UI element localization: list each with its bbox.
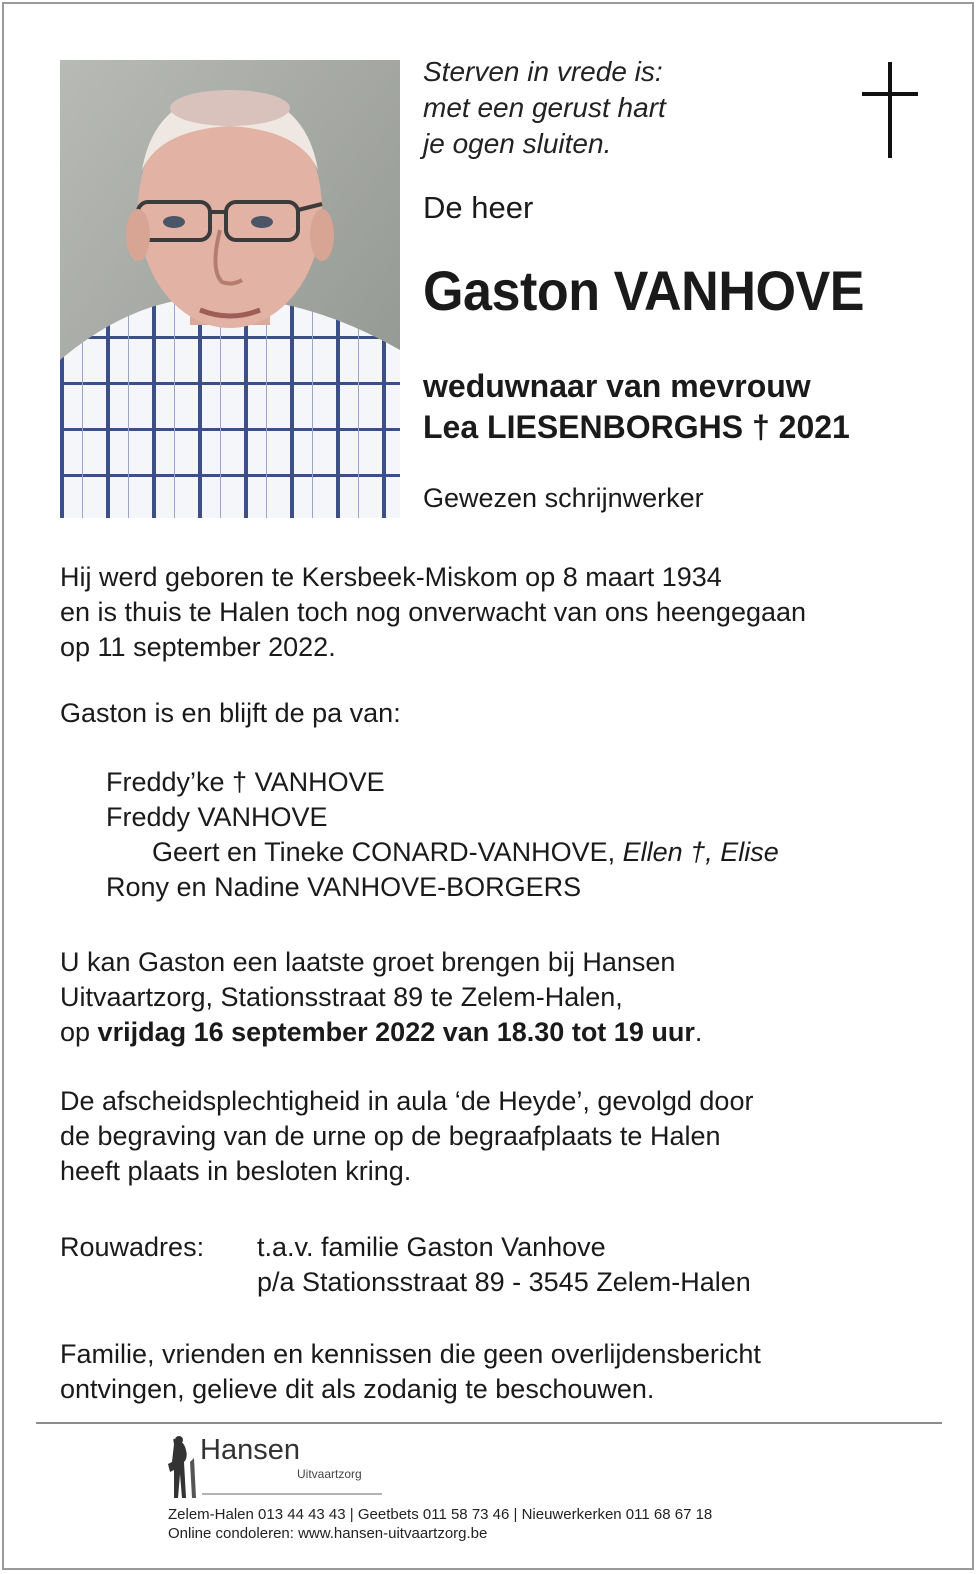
spouse-info [423, 366, 850, 448]
logo-subtitle: Uitvaartzorg [297, 1467, 362, 1481]
child-entry: Rony en Nadine VANHOVE-BORGERS [106, 872, 582, 902]
footer-phones: Zelem-Halen 013 44 43 43 | Geetbets 011 58 73 46 | Nieuwerkerken 011 68 67 18 [168, 1506, 713, 1523]
mourning-address [60, 1230, 751, 1300]
paragraph-line: Hij werd geboren te Kersbeek-Miskom op 8 maart 1934 [60, 562, 722, 592]
quote-line: Sterven in vrede is: [423, 56, 663, 87]
children-list [60, 765, 779, 905]
address-line: p/a Stationsstraat 89 - 3545 Zelem-Halen [257, 1267, 751, 1297]
address-line: t.a.v. familie Gaston Vanhove [257, 1232, 606, 1262]
paragraph-line: ontvingen, gelieve dit als zodanig te beschouwen. [60, 1374, 655, 1404]
grandchildren-names: Ellen †, Elise [622, 837, 779, 867]
footer-online[interactable]: Online condoleren: www.hansen-uitvaartzorg.be [168, 1525, 488, 1542]
paragraph-line: Uitvaartzorg, Stationsstraat 89 te Zelem-Halen, [60, 982, 623, 1012]
paragraph-line: Familie, vrienden en kennissen die geen overlijdensbericht [60, 1339, 761, 1369]
address-label: Rouwadres: [60, 1232, 205, 1262]
deceased-name: Gaston VANHOVE [423, 259, 865, 322]
address-row [60, 1230, 751, 1265]
paragraph-line: de begraving van de urne op de begraafplaats te Halen [60, 1121, 721, 1151]
address-spacer [60, 1265, 257, 1300]
visitation-suffix: . [694, 1017, 703, 1047]
paragraph-line: U kan Gaston een laatste groet brengen bij Hansen [60, 947, 676, 977]
paragraph-line: op 11 september 2022. [60, 632, 336, 662]
paragraph-line: en is thuis te Halen toch nog onverwacht van ons heengegaan [60, 597, 807, 627]
visitation-prefix: op [60, 1017, 98, 1047]
spouse-line: weduwnaar van mevrouw [423, 368, 811, 404]
child-entry: Freddy’ke † VANHOVE [106, 767, 385, 797]
address-row [60, 1265, 751, 1300]
birth-death-paragraph [60, 560, 806, 665]
cross-icon [862, 62, 918, 158]
quote-line: met een gerust hart [423, 92, 666, 123]
grandchild-parents: Geert en Tineke CONARD-VANHOVE, [152, 837, 623, 867]
visitation-date-line [60, 1015, 702, 1050]
closing-paragraph [60, 1337, 761, 1407]
children-intro: Gaston is en blijft de pa van: [60, 698, 401, 728]
memorial-quote [423, 54, 666, 162]
honorific: De heer [423, 190, 534, 225]
grandchild-entry [60, 835, 779, 870]
occupation: Gewezen schrijnwerker [423, 483, 704, 513]
quote-line: je ogen sluiten. [423, 128, 612, 159]
ceremony-paragraph [60, 1084, 753, 1189]
portrait-photo [60, 60, 400, 518]
logo-name: Hansen [200, 1434, 300, 1466]
footer-divider [36, 1422, 942, 1424]
paragraph-line: De afscheidsplechtigheid in aula ‘de Heyde’, gevolgd door [60, 1086, 754, 1116]
visitation-date: vrijdag 16 september 2022 van 18.30 tot 19 uur [97, 1017, 695, 1047]
spouse-line: Lea LIESENBORGHS † 2021 [423, 409, 850, 445]
visitation-paragraph [60, 945, 702, 1050]
paragraph-line: heeft plaats in besloten kring. [60, 1156, 412, 1186]
child-entry: Freddy VANHOVE [106, 802, 328, 832]
